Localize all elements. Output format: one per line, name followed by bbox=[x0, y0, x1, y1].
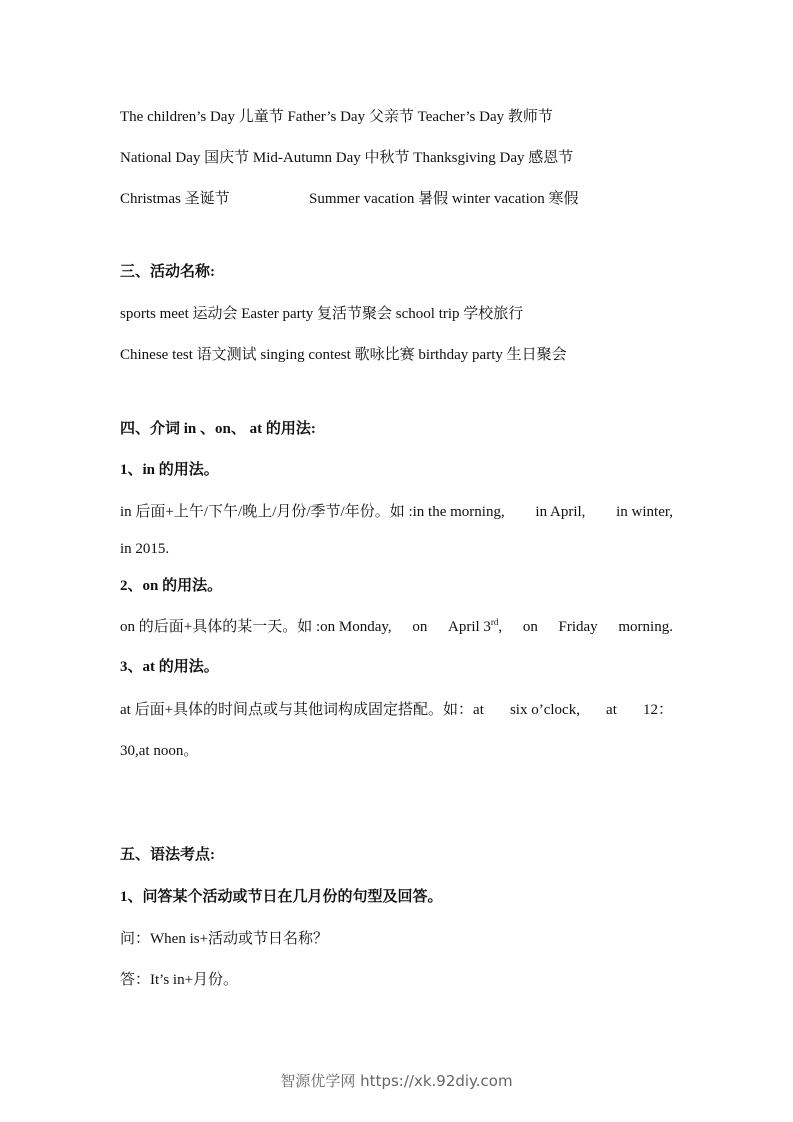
section-5-heading: 五、语法考点: bbox=[120, 847, 215, 863]
grammar-point-1-heading: 1、问答某个活动或节日在几月份的句型及回答。 bbox=[120, 889, 443, 905]
on-usage-text-part-6: morning. bbox=[618, 619, 673, 635]
activity-line-2: Chinese test 语文测试 singing contest 歌咏比赛 birthday party 生日聚会 bbox=[120, 347, 567, 363]
on-usage-text-part-5: Friday bbox=[558, 619, 598, 635]
christmas-text: Christmas 圣诞节 bbox=[120, 191, 230, 207]
on-usage-text-part-4: on bbox=[522, 619, 538, 635]
at-usage-text bbox=[120, 700, 673, 720]
in-usage-text-part-1: in 后面+上午/下午/晚上/月份/季节/年份。如 :in the morning, bbox=[120, 504, 505, 520]
on-usage-heading: 2、on 的用法。 bbox=[120, 578, 223, 594]
at-usage-heading: 3、at 的用法。 bbox=[120, 659, 219, 675]
on-usage-text bbox=[120, 617, 673, 637]
in-usage-heading: 1、in 的用法。 bbox=[120, 462, 219, 478]
at-usage-text-part-3: at bbox=[606, 702, 617, 718]
section-4-heading: 四、介词 in 、on、 at 的用法: bbox=[120, 421, 316, 437]
activity-line-1: sports meet 运动会 Easter party 复活节聚会 school trip 学校旅行 bbox=[120, 306, 524, 322]
at-usage-text-part-1: at 后面+具体的时间点或与其他词构成固定搭配。如：at bbox=[120, 702, 484, 718]
vacation-text: Summer vacation 暑假 winter vacation 寒假 bbox=[309, 191, 579, 207]
on-usage-date: April 3rd, bbox=[448, 617, 503, 635]
holiday-line-3 bbox=[120, 189, 680, 209]
at-usage-text-part-4: 12： bbox=[642, 702, 673, 718]
on-usage-text-part-2: on bbox=[412, 619, 428, 635]
holiday-line-2: National Day 国庆节 Mid-Autumn Day 中秋节 Thanksgiving Day 感恩节 bbox=[120, 150, 574, 166]
in-usage-text-part-2: in April, bbox=[535, 504, 586, 520]
footer-watermark: 智源优学网 https://xk.92diy.com bbox=[280, 1072, 513, 1090]
in-usage-continuation: in 2015. bbox=[120, 541, 170, 557]
in-usage-text bbox=[120, 502, 673, 522]
question-pattern: 问：When is+活动或节日名称？ bbox=[120, 931, 329, 947]
at-usage-text-part-2: six o’clock, bbox=[509, 702, 580, 718]
answer-pattern: 答：It’s in+月份。 bbox=[120, 972, 239, 988]
at-usage-continuation: 30,at noon。 bbox=[120, 743, 199, 759]
on-usage-text-part-1: on 的后面+具体的某一天。如 :on Monday, bbox=[120, 619, 392, 635]
holiday-line-1: The children’s Day 儿童节 Father’s Day 父亲节 Teacher’s Day 教师节 bbox=[120, 109, 553, 125]
section-3-heading: 三、活动名称: bbox=[120, 264, 215, 280]
in-usage-text-part-3: in winter, bbox=[616, 504, 673, 520]
